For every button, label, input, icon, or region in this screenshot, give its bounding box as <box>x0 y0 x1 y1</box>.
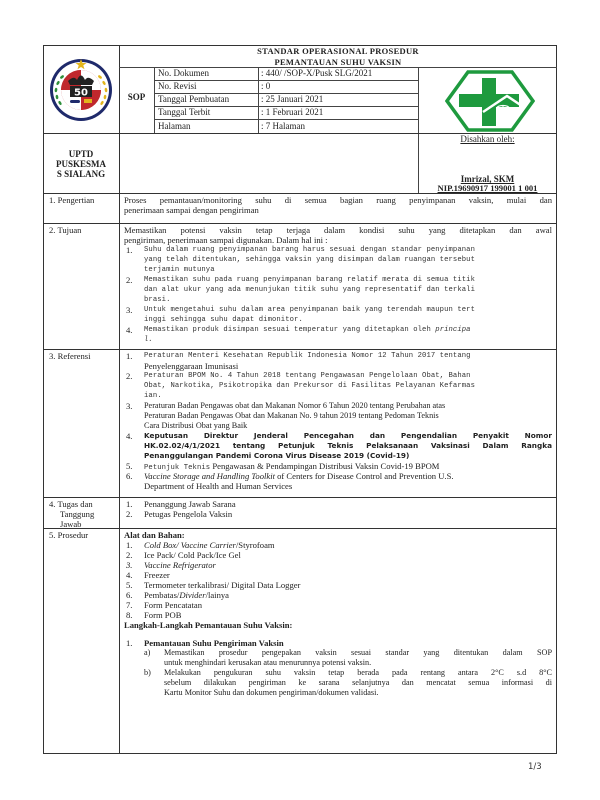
section-label-prosedur: 5. Prosedur <box>49 530 89 540</box>
item-line: Department of Health and Human Services <box>144 481 293 491</box>
sub-line: Melakukan pengukuran suhu vaksin tetap berada pada rentang antara 2°C s.d 8°C <box>164 668 552 677</box>
row-divider-tugas <box>43 528 557 529</box>
row-divider-org <box>43 193 557 194</box>
item-text: of Centers for Disease Control and Prevention U.S. <box>274 471 454 481</box>
approval-label: Disahkan oleh: <box>460 134 515 144</box>
alat-item <box>124 600 552 610</box>
langkah-heading: Langkah-Langkah Pemantauan Suhu Vaksin: <box>124 620 293 630</box>
sub-letter: a) <box>144 648 151 657</box>
item-line: Cara Distribusi Obat yang Baik <box>144 421 248 430</box>
section-label-tujuan: 2. Tujuan <box>49 225 82 235</box>
field-value-no-dokumen: : 440/ /SOP-X/Pusk SLG/2021 <box>261 68 373 78</box>
alat-item <box>124 610 552 620</box>
item-text: Form POB <box>144 610 182 620</box>
tugas-label-line-1: 4. Tugas dan <box>49 499 93 509</box>
item-number: 4. <box>126 431 133 441</box>
sub-line: untuk menghindari kerusakan atau menurunnya potensi vaksin. <box>164 658 372 667</box>
step-1-sub-b <box>124 668 552 698</box>
column-divider-sop <box>154 67 155 133</box>
section-label-pengertian: 1. Pengertian <box>49 195 95 205</box>
item-number: 7. <box>126 600 133 610</box>
tujuan-intro <box>124 225 552 245</box>
title-line-2: PEMANTAUAN SUHU VAKSIN <box>274 57 402 67</box>
item-line <box>144 471 552 481</box>
sub-line: sebelum dilakukan pengiriman ke sarana selanjutnya dan mencatat semua informasi di <box>164 678 552 687</box>
sop-label: SOP <box>127 92 146 102</box>
organization-name <box>43 149 119 179</box>
section-label-referensi: 3. Referensi <box>49 351 91 361</box>
item-line: Penanggulangan Pandemi Corona Virus Disease 2019 (Covid-19) <box>144 451 410 460</box>
page-number: 1/3 <box>528 762 542 772</box>
item-italic-text: principa <box>435 326 471 334</box>
alat-item <box>124 550 552 560</box>
item-line: Suhu dalam ruang penyimpanan barang harus sesuai dengan standar penyimpanan <box>144 246 475 254</box>
referensi-item <box>124 401 552 431</box>
item-line: brasi. <box>144 296 171 304</box>
item-line: Peraturan Badan Pengawas obat dan Makanan Nomor 6 Tahun 2020 tentang Perubahan atas <box>144 401 446 410</box>
item-italic-text: Vaccine Refrigerator <box>144 560 216 570</box>
item-text: Pembatas/ <box>144 590 180 600</box>
prosedur-content <box>124 530 552 698</box>
item-number: 1. <box>126 540 133 550</box>
field-label-halaman: Halaman <box>158 121 191 131</box>
row-divider-pengertian <box>43 223 557 224</box>
item-line: l. <box>144 336 153 344</box>
item-line: Untuk mengetahui suhu dalam area penyimpanan baik yang terendah maupun tert <box>144 306 475 314</box>
sub-line: Memastikan prosedur pengepakan vaksin sesuai standar yang ditentukan dalam SOP <box>164 648 552 657</box>
item-number: 8. <box>126 610 133 620</box>
item-line: Peraturan Badan Pengawas Obat dan Makanan No. 9 tahun 2019 tentang Pedoman Teknis <box>144 411 439 420</box>
field-value-no-revisi: : 0 <box>261 81 271 91</box>
field-value-tanggal-pembuatan: : 25 Januari 2021 <box>261 94 324 104</box>
referensi-item <box>124 431 552 461</box>
item-number: 5. <box>126 461 133 471</box>
item-text: /Styrofoam <box>235 540 275 550</box>
item-number: 2. <box>126 550 133 560</box>
tujuan-intro-line-1: Memastikan potensi vaksin tetap terjaga dalam kondisi suhu yang ditetapkan dan awal <box>124 225 552 235</box>
item-number: 3. <box>126 560 133 570</box>
alat-heading: Alat dan Bahan: <box>124 530 185 540</box>
puskesmas-cross-icon <box>445 70 535 132</box>
field-label-tanggal-terbit: Tanggal Terbit <box>158 107 211 117</box>
item-text: Ice Pack/ Cold Pack/Ice Gel <box>144 550 241 560</box>
title-line-1: STANDAR OPERASIONAL PROSEDUR <box>257 46 419 56</box>
item-number: 2. <box>126 509 133 519</box>
field-value-halaman: : 7 Halaman <box>261 121 305 131</box>
alat-item <box>124 570 552 580</box>
item-line: yang telah ditentukan, sehingga vaksin yang disimpan dalam ruangan tersebut <box>144 256 475 264</box>
tugas-item <box>124 499 552 509</box>
org-line-3: S SIALANG <box>56 169 106 179</box>
item-line: Keputusan Direktur Jenderal Pencegahan dan Pengendalian Penyakit Nomor <box>144 431 552 440</box>
tugas-label-line-2: Tanggung <box>60 509 95 519</box>
alat-item <box>124 580 552 590</box>
referensi-item <box>124 471 552 491</box>
item-text: Freezer <box>144 570 170 580</box>
item-number: 4. <box>126 325 133 335</box>
column-divider-left <box>119 45 120 754</box>
emblem-number: 50 <box>74 87 88 99</box>
pengertian-text <box>124 195 552 215</box>
org-line-2: PUSKESMA <box>55 159 106 169</box>
field-label-no-dokumen: No. Dokumen <box>158 68 209 78</box>
tugas-list <box>124 499 552 519</box>
item-italic-text: Cold Box/ Vaccine Carrier <box>144 540 236 550</box>
sub-letter: b) <box>144 668 151 677</box>
column-divider-field <box>258 67 259 133</box>
item-number: 1. <box>126 499 133 509</box>
item-number: 2. <box>126 275 133 285</box>
item-line: Peraturan Menteri Kesehatan Republik Indonesia Nomor 12 Tahun 2017 tentang <box>144 352 471 360</box>
item-number: 6. <box>126 471 133 481</box>
item-line: Peraturan BPOM No. 4 Tahun 2018 tentang Pengawasan Pengelolaan Obat, Bahan <box>144 372 471 380</box>
regional-emblem-icon <box>48 53 114 125</box>
referensi-item <box>124 461 552 471</box>
tujuan-item <box>124 305 552 325</box>
item-number: 6. <box>126 590 133 600</box>
approver-nip: NIP.19690917 199001 1 001 <box>437 183 538 193</box>
referensi-item <box>124 371 552 401</box>
field-label-no-revisi: No. Revisi <box>158 81 197 91</box>
item-line: dan alat ukur yang ada menunjukan titik suhu yang representatif dan terkali <box>144 286 475 294</box>
tujuan-item <box>124 275 552 305</box>
alat-item <box>124 560 552 570</box>
tujuan-list <box>124 245 552 345</box>
tujuan-item <box>124 245 552 275</box>
referensi-list <box>124 351 552 491</box>
pengertian-line-2: penerimaan sampai dengan pengiriman <box>124 205 259 215</box>
item-line: Obat, Narkotika, Psikotropika dan Prekursor di Fasilitas Pelayanan Kefarmas <box>144 382 475 390</box>
item-text: Pengawasan & Pendampingan Distribusi Vaksin Covid-19 BPOM <box>210 461 440 471</box>
item-number: 3. <box>126 305 133 315</box>
section-label-tugas <box>49 499 94 529</box>
field-value-tanggal-terbit: : 1 Februari 2021 <box>261 107 324 117</box>
item-number: 2. <box>126 371 133 381</box>
item-number: 3. <box>126 401 133 411</box>
org-line-1: UPTD <box>68 149 94 159</box>
item-text: Form Pencatatan <box>144 600 202 610</box>
referensi-item <box>124 351 552 371</box>
tujuan-intro-line-2: pengiriman, penerimaan sampai digunakan. Dalam hal ini : <box>124 235 328 245</box>
document-title <box>119 46 557 68</box>
row-divider-tujuan <box>43 349 557 350</box>
item-number: 5. <box>126 580 133 590</box>
step-1-sub-a <box>124 648 552 668</box>
item-text: Termometer terkalibrasi/ Digital Data Logger <box>144 580 301 590</box>
pengertian-line-1: Proses pemantauan/monitoring suhu di semua bagian ruang penyimpanan vaksin, mulai dan <box>124 195 552 205</box>
alat-item <box>124 590 552 600</box>
sub-line: Kartu Monitor Suhu dan dokumen pengiriman/dokumen validasi. <box>164 688 379 697</box>
tugas-item <box>124 509 552 519</box>
item-line: terjamin mutunya <box>144 266 215 274</box>
item-text: Petugas Pengelola Vaksin <box>144 509 233 519</box>
tugas-label-line-3: Jawab <box>60 519 82 529</box>
step-number: 1. <box>126 638 133 648</box>
item-text: Penanggung Jawab Sarana <box>144 499 236 509</box>
field-label-tanggal-pembuatan: Tanggal Pembuatan <box>158 94 230 104</box>
item-line <box>144 325 552 335</box>
item-number: 1. <box>126 245 133 255</box>
item-text: /lainya <box>205 590 229 600</box>
item-line: HK.02.02/4/1/2021 tentang Petunjuk Teknis Pelaksanaan Vaksinasi Dalam Rangka <box>144 441 552 450</box>
step-title: Pemantauan Suhu Pengiriman Vaksin <box>144 638 284 648</box>
item-line: ian. <box>144 392 162 400</box>
item-italic-text: Divider <box>179 590 206 600</box>
item-italic-text: Vaccine Storage and Handling Toolkit <box>144 471 275 481</box>
item-text: Memastikan produk disimpan sesuai temperatur yang ditetapkan oleh <box>144 326 436 334</box>
item-text: Petunjuk Teknis <box>144 464 211 472</box>
item-line: Memastikan suhu pada ruang penyimpanan barang relatif merata di semua titik <box>144 276 475 284</box>
step-1-heading <box>124 638 552 648</box>
item-number: 1. <box>126 351 133 361</box>
approver-name: Imrizal, SKM <box>460 174 515 184</box>
item-line: inggi sehingga suhu dapat dimonitor. <box>144 316 303 324</box>
alat-item <box>124 540 552 550</box>
row-divider-referensi <box>43 497 557 498</box>
item-number: 4. <box>126 570 133 580</box>
tujuan-item <box>124 325 552 345</box>
item-line: Penyelenggaraan Imunisasi <box>144 361 239 371</box>
